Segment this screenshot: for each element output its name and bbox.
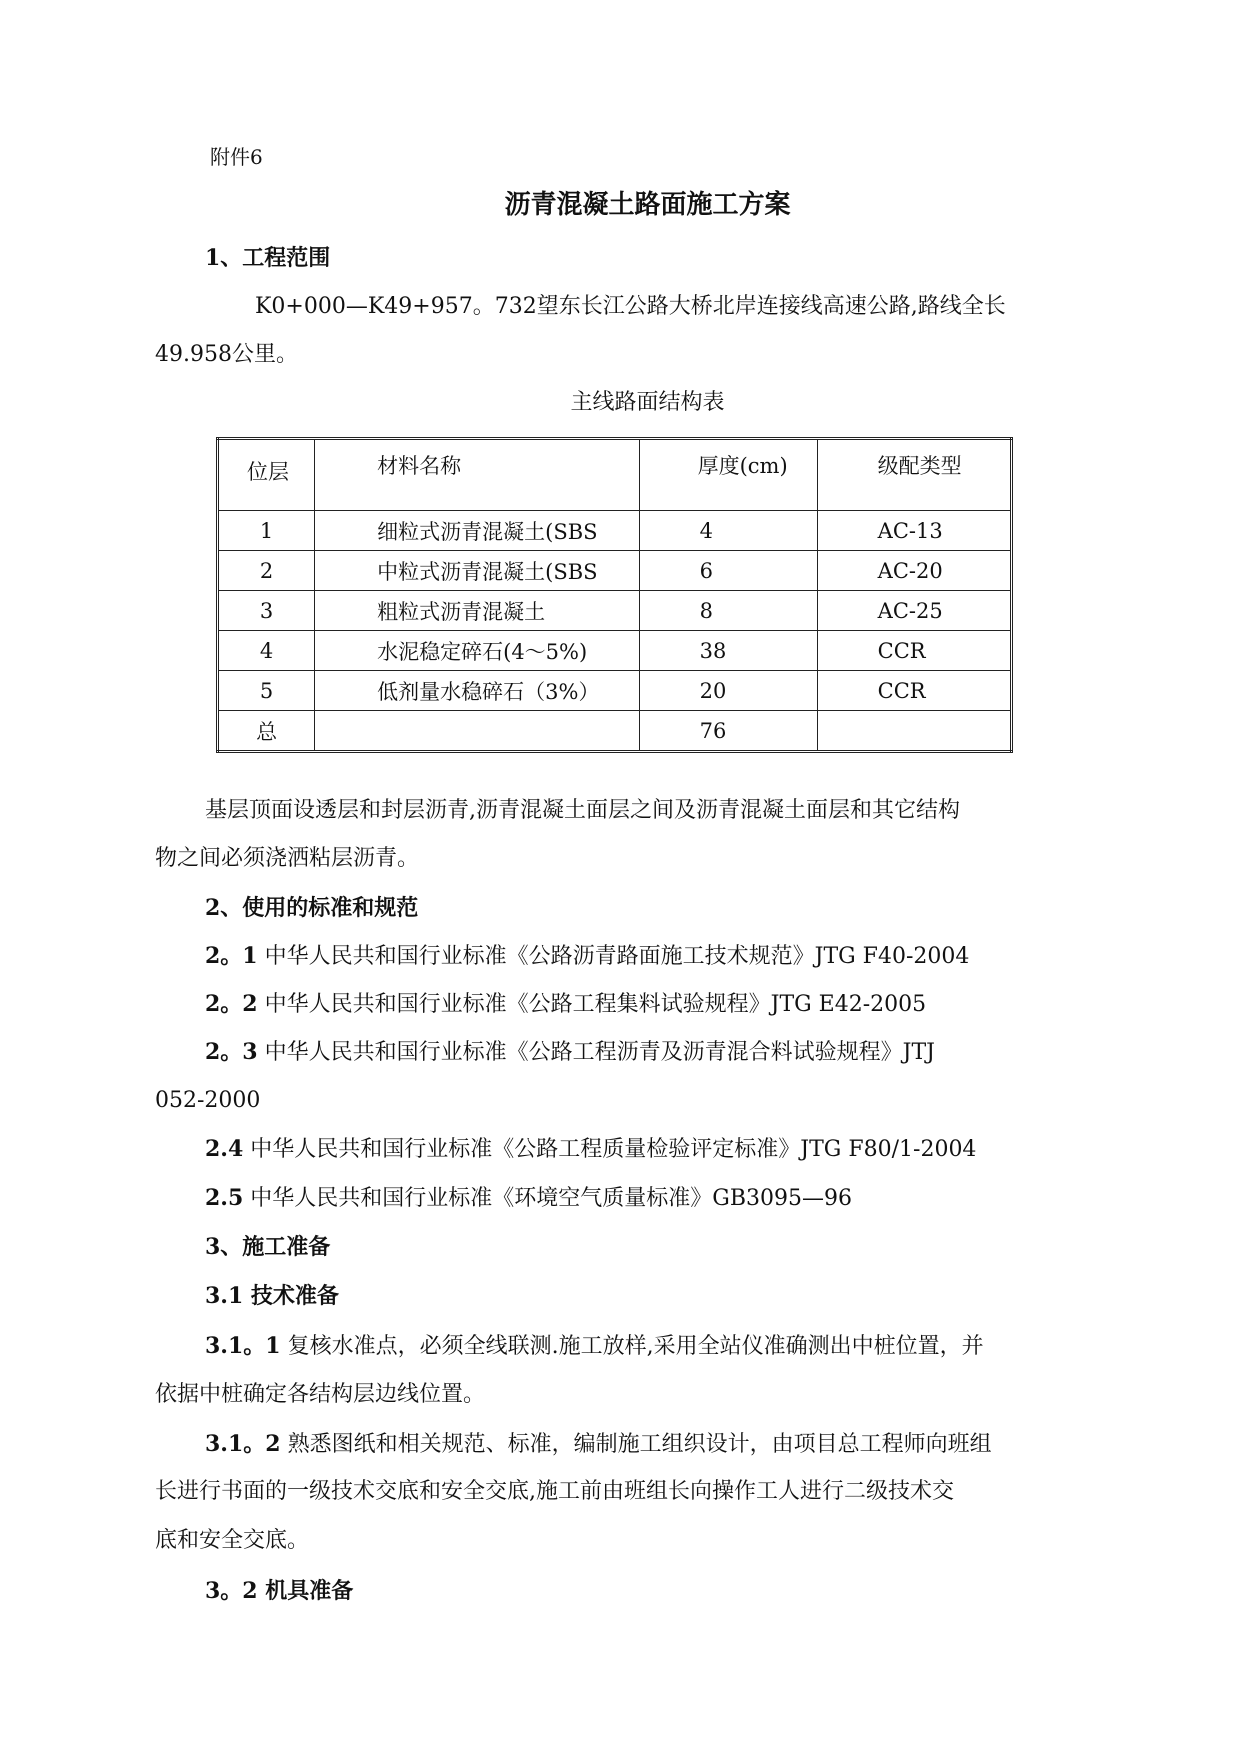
pavement-structure-table <box>216 437 1013 753</box>
standard-text: 中华人民共和国行业标准《公路工程质量检验评定标准》JTG F80/1-2004 <box>250 1137 977 1162</box>
section3-heading: 3、施工准备 <box>205 1234 331 1260</box>
standard-item <box>205 989 926 1020</box>
table-row <box>218 551 1012 591</box>
item-3-1-2-line3: 底和安全交底。 <box>155 1528 310 1553</box>
cell-thickness: 20 <box>639 671 817 711</box>
section1-paragraph-line2: 49.958公里。 <box>155 342 298 367</box>
section3-1-heading: 3.1 技术准备 <box>205 1283 339 1309</box>
standard-number: 2。1 <box>205 943 258 969</box>
cell-layer: 1 <box>218 511 315 551</box>
table-header-row <box>218 439 1012 511</box>
cell-thickness: 38 <box>639 631 817 671</box>
table-caption: 主线路面结构表 <box>570 390 725 415</box>
cell-thickness: 76 <box>639 711 817 752</box>
header-material: 材料名称 <box>315 439 639 511</box>
header-grading: 级配类型 <box>817 439 1011 511</box>
table-total-row <box>218 711 1012 752</box>
standard-item <box>205 1183 852 1214</box>
standard-text: 中华人民共和国行业标准《公路工程沥青及沥青混合料试验规程》JTJ <box>264 1040 935 1065</box>
cell-grading: AC-20 <box>817 551 1011 591</box>
cell-material: 细粒式沥青混凝土(SBS <box>315 511 639 551</box>
cell-grading: AC-25 <box>817 591 1011 631</box>
cell-material: 中粒式沥青混凝土(SBS <box>315 551 639 591</box>
cell-grading: CCR <box>817 631 1011 671</box>
standard-item-continuation: 052-2000 <box>155 1088 261 1113</box>
section1-heading: 1、工程范围 <box>205 245 331 271</box>
cell-grading: AC-13 <box>817 511 1011 551</box>
cell-thickness: 4 <box>639 511 817 551</box>
document-title: 沥青混凝土路面施工方案 <box>504 190 791 220</box>
cell-material: 粗粒式沥青混凝土 <box>315 591 639 631</box>
standard-text: 中华人民共和国行业标准《环境空气质量标准》GB3095—96 <box>250 1186 853 1211</box>
cell-material: 水泥稳定碎石(4～5%) <box>315 631 639 671</box>
standard-item <box>205 1037 935 1068</box>
cell-grading: CCR <box>817 671 1011 711</box>
standard-number: 2。3 <box>205 1039 258 1065</box>
table-row <box>218 631 1012 671</box>
standard-text: 中华人民共和国行业标准《公路工程集料试验规程》JTG E42-2005 <box>264 992 927 1017</box>
item-text: 熟悉图纸和相关规范、标准，编制施工组织设计，由项目总工程师向班组 <box>287 1432 992 1457</box>
standard-number: 2.5 <box>205 1185 244 1211</box>
cell-grading <box>817 711 1011 752</box>
cell-layer: 4 <box>218 631 315 671</box>
cell-layer: 2 <box>218 551 315 591</box>
cell-thickness: 8 <box>639 591 817 631</box>
header-layer: 位层 <box>218 439 315 511</box>
standard-text: 中华人民共和国行业标准《公路沥青路面施工技术规范》JTG F40-2004 <box>264 944 970 969</box>
cell-layer: 3 <box>218 591 315 631</box>
item-3-1-2-line1 <box>205 1429 992 1460</box>
attachment-label: 附件6 <box>210 145 263 169</box>
section2-heading: 2、使用的标准和规范 <box>205 895 419 921</box>
standard-number: 2.4 <box>205 1136 244 1162</box>
table-row <box>218 511 1012 551</box>
item-number: 3.1。2 <box>205 1431 281 1457</box>
note-line1: 基层顶面设透层和封层沥青,沥青混凝土面层之间及沥青混凝土面层和其它结构 <box>205 798 960 823</box>
item-3-1-2-line2: 长进行书面的一级技术交底和安全交底,施工前由班组长向操作工人进行二级技术交 <box>155 1479 954 1504</box>
cell-thickness: 6 <box>639 551 817 591</box>
cell-material <box>315 711 639 752</box>
cell-material: 低剂量水稳碎石（3%） <box>315 671 639 711</box>
item-3-1-1-line2: 依据中桩确定各结构层边线位置。 <box>155 1382 486 1407</box>
cell-layer: 总 <box>218 711 315 752</box>
standard-item <box>205 1134 976 1165</box>
item-3-1-1-line1 <box>205 1331 984 1362</box>
item-text: 复核水准点，必须全线联测.施工放样,采用全站仪准确测出中桩位置，并 <box>287 1334 984 1359</box>
table-row <box>218 591 1012 631</box>
cell-layer: 5 <box>218 671 315 711</box>
section1-paragraph-line1: K0+000—K49+957。732望东长江公路大桥北岸连接线高速公路,路线全长 <box>255 294 1006 319</box>
section3-2-heading: 3。2 机具准备 <box>205 1578 354 1604</box>
standard-number: 2。2 <box>205 991 258 1017</box>
standard-item <box>205 941 969 972</box>
note-line2: 物之间必须浇洒粘层沥青。 <box>155 846 420 871</box>
table-row <box>218 671 1012 711</box>
header-thickness: 厚度(cm) <box>639 439 817 511</box>
item-number: 3.1。1 <box>205 1333 281 1359</box>
